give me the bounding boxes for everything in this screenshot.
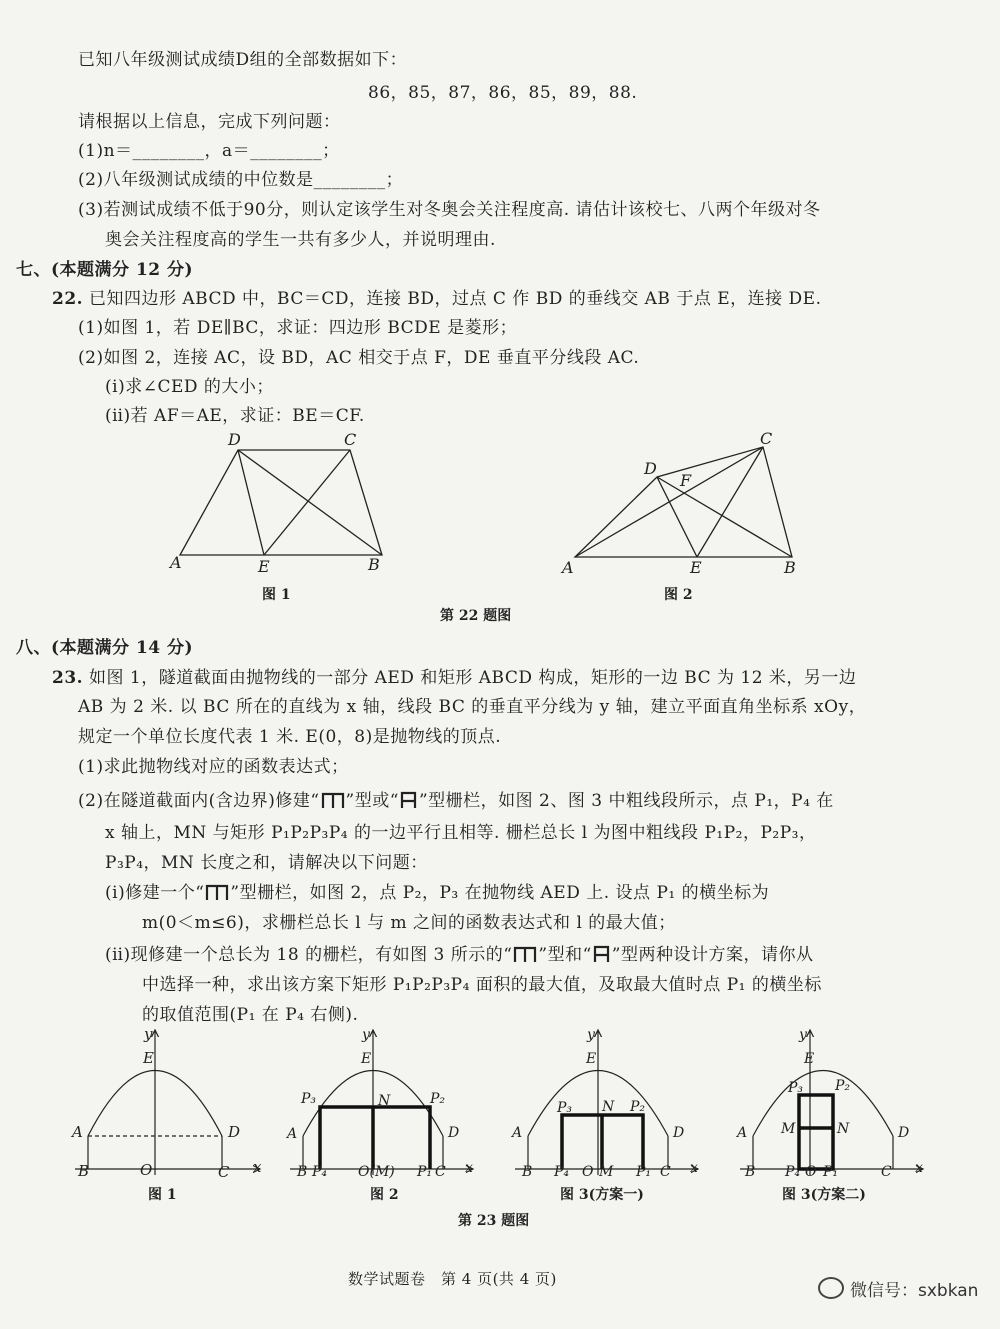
q23-figure-3-scheme-1 [510,1025,710,1185]
svg-text:P₄: P₄ [785,1164,801,1180]
svg-text:E: E [586,1051,597,1067]
svg-text:y: y [144,1025,153,1043]
svg-text:A: A [512,1125,523,1141]
svg-text:P₂: P₂ [835,1078,851,1094]
q23-part2-i-line2: m(0＜m≤6)，求栅栏总长 l 与 m 之间的函数表达式和 l 的最大值； [142,913,676,933]
svg-text:x: x [253,1158,262,1176]
svg-text:C: C [435,1164,446,1180]
section-8-heading: 八、(本题满分 14 分) [16,638,194,658]
q23-p2-text-c: ”型栅栏，如图 2、图 3 中粗线段所示，点 P₁，P₄ 在 [418,791,834,811]
svg-text:D: D [448,1125,460,1141]
q23-part2-line1 [78,786,834,811]
svg-text:B: B [78,1162,90,1180]
svg-text:E: E [143,1049,154,1067]
svg-text:P₃: P₃ [301,1091,317,1107]
q21-part1: (1)n＝________，a＝________； [78,141,340,161]
q23-stem-line3: 规定一个单位长度代表 1 米. E(0，8)是抛物线的顶点. [78,727,502,747]
svg-text:y: y [587,1027,595,1043]
fence-type-2-icon [399,791,419,809]
q23-pii-text-a: (ⅱ)现修建一个总长为 18 的栅栏，有如图 3 所示的“ [105,945,513,965]
q21-intro: 已知八年级测试成绩D组的全部数据如下： [78,50,408,70]
q23-figure-3-scheme-2 [735,1025,935,1185]
svg-text:B: B [297,1164,308,1180]
q23-stem-line1 [52,663,856,688]
fence-type-1-icon [320,791,346,809]
fig1-label-E: E [258,557,270,576]
q23-part2-line3: P₃P₄，MN 长度之和，请解决以下问题： [105,853,428,873]
q22-number: 22. [52,289,84,309]
svg-text:E: E [361,1051,372,1067]
svg-text:P₂: P₂ [430,1091,446,1107]
q22-stem [52,284,821,309]
q22-fig1-caption: 图 1 [262,587,291,603]
svg-text:N: N [602,1099,615,1115]
q23-part2-ii-line3: 的取值范围(P₁ 在 P₄ 右侧). [142,1005,359,1025]
svg-text:P₂: P₂ [630,1099,646,1115]
fig2-label-E: E [690,558,702,577]
svg-text:O: O [140,1161,153,1179]
q23-figure-1 [70,1025,270,1185]
q21-data-row: 86，85，87，86，85，89，88. [368,83,638,103]
svg-text:A: A [737,1125,748,1141]
svg-text:A: A [72,1123,83,1141]
wechat-watermark-text: 微信号：sxbkan [850,1281,979,1301]
q23-figures-caption: 第 23 题图 [458,1213,530,1229]
fig2-label-D: D [644,459,657,478]
fig2-label-A: A [562,558,574,577]
wechat-icon [818,1277,844,1299]
svg-text:P₃: P₃ [788,1080,804,1096]
svg-text:D: D [898,1125,910,1141]
svg-text:P₁: P₁ [823,1164,839,1180]
q23-fig3-scheme1-caption: 图 3(方案一) [560,1187,644,1203]
q23-stem-text: 如图 1，隧道截面由抛物线的一部分 AED 和矩形 ABCD 构成，矩形的一边 BC 为 12 米，另一边 [88,668,857,688]
svg-text:O: O [805,1164,817,1180]
q22-part2-ii: (ⅱ)若 AF＝AE，求证：BE＝CF. [105,406,365,426]
svg-text:O: O [582,1164,594,1180]
svg-text:D: D [673,1125,685,1141]
q21-part3-line1: (3)若测试成绩不低于90分，则认定该学生对冬奥会关注程度高. 请估计该校七、八两个年级对冬 [78,200,821,220]
svg-text:M: M [781,1121,796,1137]
q23-part2-ii-line1 [105,940,814,965]
q22-part2: (2)如图 2，连接 AC，设 BD，AC 相交于点 F，DE 垂直平分线段 AC. [78,348,640,368]
section-7-heading: 七、(本题满分 12 分) [16,260,194,280]
svg-text:x: x [915,1160,923,1176]
q23-p2-text-a: (2)在隧道截面内(含边界)修建“ [78,791,320,811]
svg-text:D: D [228,1123,241,1141]
q23-part2-i-line1 [105,878,769,903]
q22-figure-2 [560,430,820,590]
svg-text:x: x [690,1160,698,1176]
fence-type-1-icon [204,883,230,901]
svg-text:P₁: P₁ [636,1164,652,1180]
svg-text:A: A [287,1126,298,1142]
fig1-label-B: B [368,555,380,574]
fig2-label-F: F [680,471,692,490]
q23-pi-text-a: (ⅰ)修建一个“ [105,883,205,903]
svg-text:C: C [218,1163,230,1181]
q23-stem-line2: AB 为 2 米. 以 BC 所在的直线为 x 轴，线段 BC 的垂直平分线为 y 轴，建立平面直角坐标系 xOy， [78,697,867,717]
q23-part2-line2: x 轴上，MN 与矩形 P₁P₂P₃P₄ 的一边平行且相等. 栅栏总长 l 为图中粗线段 P₁P₂，P₂P₃， [105,823,817,843]
svg-text:N: N [837,1121,850,1137]
q21-part2: (2)八年级测试成绩的中位数是________； [78,170,404,190]
svg-text:P₁: P₁ [417,1164,433,1180]
q23-p2-text-b: ”型或“ [345,791,399,811]
svg-text:P₃: P₃ [557,1100,573,1116]
svg-text:y: y [362,1027,370,1043]
q22-stem-text: 已知四边形 ABCD 中，BC＝CD，连接 BD，过点 C 作 BD 的垂线交 AB 于点 E，连接 DE. [88,289,822,309]
fig1-label-A: A [170,553,182,572]
q23-fig1-caption: 图 1 [148,1187,177,1203]
q23-pii-text-b: ”型和“ [538,945,592,965]
fig1-label-C: C [344,430,357,449]
q21-instruction: 请根据以上信息，完成下列问题： [78,112,341,132]
q22-figures-caption: 第 22 题图 [440,608,512,624]
q23-pi-text-b: ”型栅栏，如图 2，点 P₂，P₃ 在抛物线 AED 上. 设点 P₁ 的横坐标为 [230,883,770,903]
fig2-label-B: B [784,558,796,577]
page-footer: 数学试题卷 第 4 页(共 4 页) [348,1270,557,1288]
svg-text:P₄: P₄ [312,1164,328,1180]
q22-fig2-caption: 图 2 [664,587,693,603]
fig1-label-D: D [228,430,241,449]
svg-text:C: C [881,1164,892,1180]
fence-type-1-icon [512,945,538,963]
q23-figure-2 [285,1025,485,1185]
q21-part3-line2: 奥会关注程度高的学生一共有多少人，并说明理由. [105,230,496,250]
q23-part2-ii-line2: 中选择一种，求出该方案下矩形 P₁P₂P₃P₄ 面积的最大值，及取最大值时点 P₁ 的横坐标 [142,975,822,995]
q23-fig3-scheme2-caption: 图 3(方案二) [782,1187,866,1203]
svg-text:y: y [799,1027,807,1043]
svg-text:C: C [660,1164,671,1180]
svg-text:O(M): O(M) [358,1164,395,1180]
q23-pii-text-c: ”型两种设计方案，请你从 [611,945,814,965]
q23-fig2-caption: 图 2 [370,1187,399,1203]
q22-part1: (1)如图 1，若 DE∥BC，求证：四边形 BCDE 是菱形； [78,318,518,338]
svg-text:N: N [378,1093,391,1109]
wechat-watermark [818,1276,978,1301]
svg-text:B: B [745,1164,756,1180]
fence-type-2-icon [592,945,612,963]
svg-text:E: E [804,1051,815,1067]
svg-text:P₄: P₄ [554,1164,570,1180]
q22-part2-i: (ⅰ)求∠CED 的大小； [105,377,274,397]
q22-figure-1 [160,425,410,585]
q23-part1: (1)求此抛物线对应的函数表达式； [78,757,349,777]
svg-text:B: B [522,1164,533,1180]
q23-number: 23. [52,668,84,688]
fig2-label-C: C [760,429,773,448]
svg-text:M: M [599,1164,614,1180]
svg-text:x: x [465,1160,473,1176]
